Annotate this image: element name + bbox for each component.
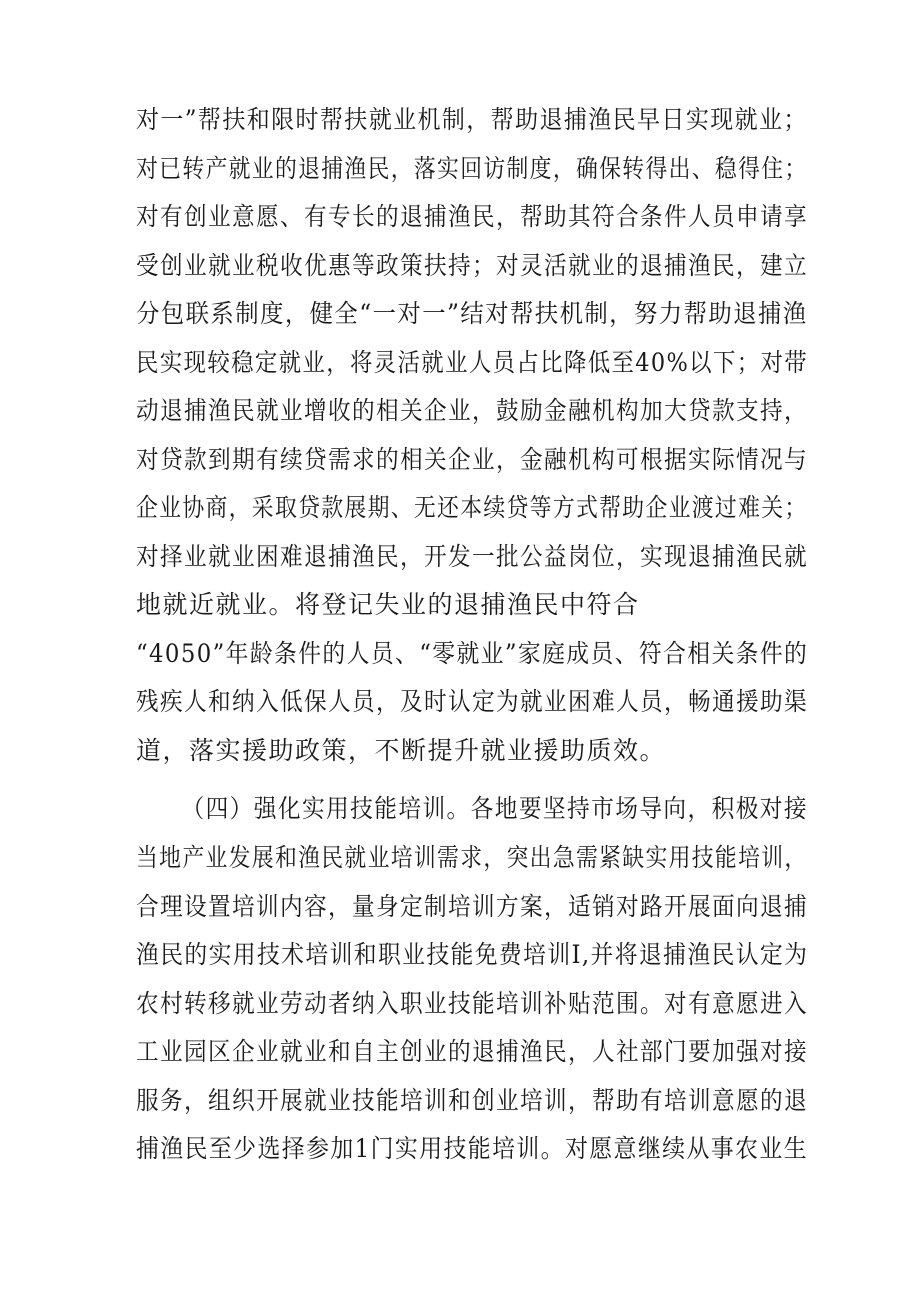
paragraph-1-line-11: 地就近就业。将登记失业的退捕渔民中符合: [136, 590, 640, 619]
paragraph-2-line-5: 农村转移就业劳动者纳入职业技能培训补贴范围。对有意愿进入: [136, 989, 809, 1018]
paragraph-1-line-9: 企业协商，采取贷款展期、无还本续贷等方式帮助企业渡过难关；: [136, 493, 808, 522]
paragraph-1-line-14: 道，落实援助政策，不断提升就业援助质效。: [136, 736, 667, 765]
paragraph-1-line-7: 动退捕渔民就业增收的相关企业，鼓励金融机构加大贷款支持，: [136, 396, 809, 425]
paragraph-1-line-8: 对贷款到期有续贷需求的相关企业，金融机构可根据实际情况与: [136, 445, 809, 474]
paragraph-2-line-2: 当地产业发展和渔民就业培训需求，突出急需紧缺实用技能培训，: [136, 843, 808, 872]
paragraph-1-line-13: 残疾人和纳入低保人员，及时认定为就业困难人员，畅通援助渠: [136, 687, 809, 716]
paragraph-2-line-3: 合理设置培训内容，量身定制培训方案，适销对路开展面向退捕: [136, 892, 809, 921]
paragraph-1-line-1: 对一”帮扶和限时帮扶就业机制，帮助退捕渔民早日实现就业；: [136, 105, 808, 134]
paragraph-1-line-3: 对有创业意愿、有专长的退捕渔民，帮助其符合条件人员申请享: [136, 202, 809, 231]
paragraph-1-line-5: 分包联系制度，健全“一对一”结对帮扶机制，努力帮助退捕渔: [136, 299, 808, 328]
paragraph-1-line-2: 对已转产就业的退捕渔民，落实回访制度，确保转得出、稳得住；: [136, 154, 808, 183]
paragraph-2-line-7: 服务，组织开展就业技能培训和创业培训，帮助有培训意愿的退: [136, 1086, 809, 1115]
paragraph-2-line-6: 工业园区企业就业和自主创业的退捕渔民，人社部门要加强对接: [136, 1037, 809, 1066]
paragraph-1-line-6: 民实现较稳定就业，将灵活就业人员占比降低至40%以下；对带: [136, 348, 809, 377]
paragraph-2-line-4: 渔民的实用技术培训和职业技能免费培训I,并将退捕渔民认定为: [136, 940, 809, 969]
paragraph-1-line-4: 受创业就业税收优惠等政策扶持；对灵活就业的退捕渔民，建立: [136, 251, 809, 280]
paragraph-1-line-10: 对择业就业困难退捕渔民，开发一批公益岗位，实现退捕渔民就: [136, 542, 809, 571]
paragraph-2-line-8: 捕渔民至少选择参加1门实用技能培训。对愿意继续从事农业生: [136, 1134, 808, 1163]
paragraph-1-line-12: “4050”年龄条件的人员、“零就业”家庭成员、符合相关条件的: [136, 639, 809, 668]
paragraph-2-line-1: （四）强化实用技能培训。各地要坚持市场导向，积极对接: [181, 794, 809, 823]
